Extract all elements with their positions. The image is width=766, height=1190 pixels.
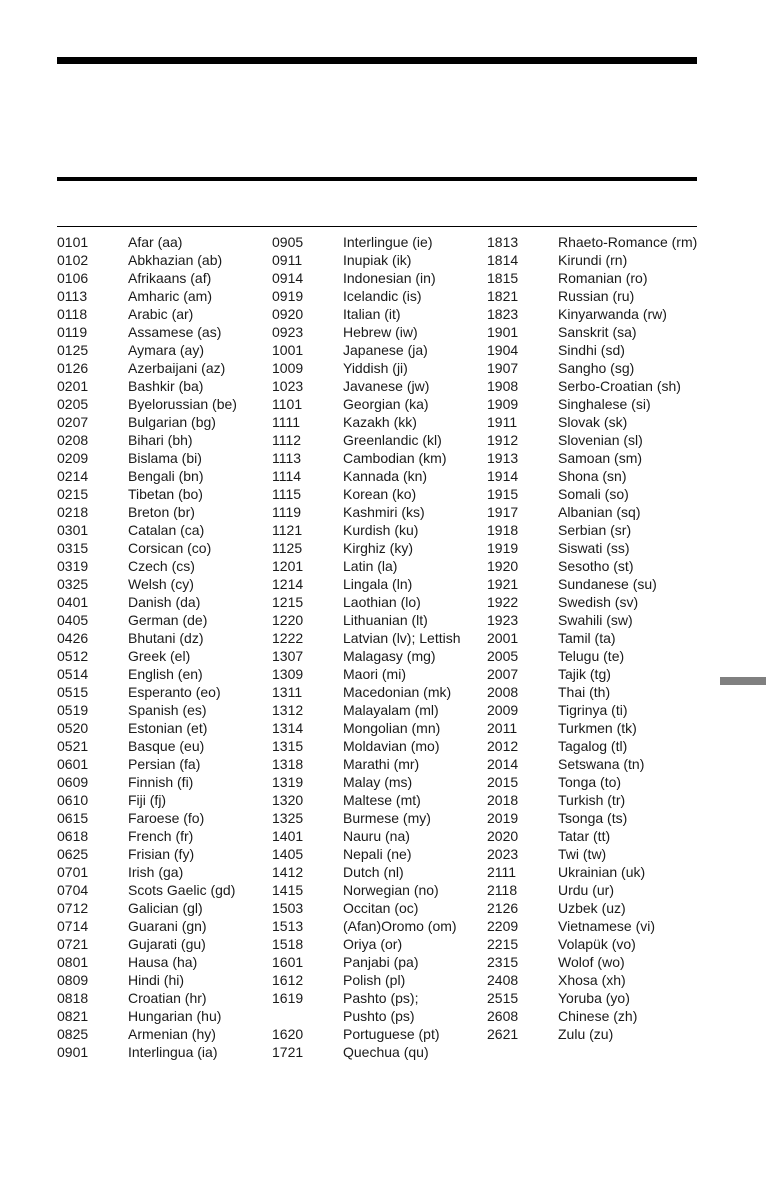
- language-code: 2005: [487, 648, 519, 664]
- language-name: Byelorussian (be): [128, 396, 237, 412]
- language-code: 1220: [272, 612, 304, 628]
- language-code: 0315: [57, 540, 89, 556]
- language-name: Interlingue (ie): [343, 234, 433, 250]
- language-name: Corsican (co): [128, 540, 212, 556]
- language-code: 0809: [57, 972, 89, 988]
- language-code: 2012: [487, 738, 519, 754]
- language-code: 1503: [272, 900, 304, 916]
- language-code: 1001: [272, 342, 304, 358]
- language-name: Singhalese (si): [558, 396, 651, 412]
- language-code: 1612: [272, 972, 304, 988]
- language-code: 0514: [57, 666, 89, 682]
- language-code: 2315: [487, 954, 519, 970]
- language-code: 1415: [272, 882, 304, 898]
- language-name: Telugu (te): [558, 648, 625, 664]
- language-code: 1922: [487, 594, 519, 610]
- language-name: Hebrew (iw): [343, 324, 418, 340]
- language-code: 2126: [487, 900, 519, 916]
- language-code: 0519: [57, 702, 89, 718]
- language-name: Scots Gaelic (gd): [128, 882, 236, 898]
- language-code: 1112: [272, 432, 302, 448]
- language-code: 0712: [57, 900, 89, 916]
- language-name: Vietnamese (vi): [558, 918, 656, 934]
- language-name: Greek (el): [128, 648, 191, 664]
- language-code: 2111: [487, 864, 517, 880]
- language-code: 2408: [487, 972, 519, 988]
- language-name: Persian (fa): [128, 756, 201, 772]
- language-name: Sindhi (sd): [558, 342, 625, 358]
- language-name: Turkmen (tk): [558, 720, 637, 736]
- language-code: 0618: [57, 828, 89, 844]
- language-code: 0901: [57, 1044, 89, 1060]
- language-code: 0615: [57, 810, 89, 826]
- language-code: 0205: [57, 396, 89, 412]
- top-rule: [57, 57, 697, 64]
- language-code: 0215: [57, 486, 89, 502]
- language-code: 1911: [487, 414, 518, 430]
- language-code: 1111: [272, 414, 301, 430]
- language-name: Hindi (hi): [128, 972, 185, 988]
- language-code: 1115: [272, 486, 302, 502]
- language-name: Bulgarian (bg): [128, 414, 216, 430]
- language-code: 1320: [272, 792, 304, 808]
- language-name: Tibetan (bo): [128, 486, 203, 502]
- language-name: Lithuanian (lt): [343, 612, 428, 628]
- language-name: Kinyarwanda (rw): [558, 306, 667, 322]
- language-name: German (de): [128, 612, 208, 628]
- language-code: 0126: [57, 360, 89, 376]
- language-name: Polish (pl): [343, 972, 406, 988]
- language-name: Latin (la): [343, 558, 398, 574]
- language-name: Siswati (ss): [558, 540, 630, 556]
- language-code: 1821: [487, 288, 519, 304]
- language-name: Slovenian (sl): [558, 432, 643, 448]
- language-name: Kirundi (rn): [558, 252, 628, 268]
- language-name: Somali (so): [558, 486, 629, 502]
- language-name: Dutch (nl): [343, 864, 404, 880]
- language-code: 1901: [487, 324, 519, 340]
- language-name: Bhutani (dz): [128, 630, 204, 646]
- header-rule: [57, 177, 697, 181]
- language-code: 1125: [272, 540, 303, 556]
- language-name: Tajik (tg): [558, 666, 611, 682]
- language-code: 1311: [272, 684, 303, 700]
- language-code: 0609: [57, 774, 89, 790]
- language-code: 1620: [272, 1026, 304, 1042]
- language-code: 0512: [57, 648, 89, 664]
- language-code: 0515: [57, 684, 89, 700]
- language-code: 2515: [487, 990, 519, 1006]
- language-name: Italian (it): [343, 306, 401, 322]
- language-code: 1513: [272, 918, 304, 934]
- language-code: 0209: [57, 450, 89, 466]
- language-name: Aymara (ay): [128, 342, 204, 358]
- language-code: 0825: [57, 1026, 89, 1042]
- language-name: Bislama (bi): [128, 450, 202, 466]
- language-name: Tonga (to): [558, 774, 622, 790]
- language-code: 2023: [487, 846, 519, 862]
- language-name: Afrikaans (af): [128, 270, 212, 286]
- language-name: Laothian (lo): [343, 594, 421, 610]
- language-code: 2015: [487, 774, 519, 790]
- language-code: 1307: [272, 648, 304, 664]
- language-code: 2007: [487, 666, 519, 682]
- language-name: Bengali (bn): [128, 468, 204, 484]
- language-code: 1914: [487, 468, 519, 484]
- language-name: Portuguese (pt): [343, 1026, 440, 1042]
- language-code: 1214: [272, 576, 304, 592]
- language-code: 1401: [272, 828, 304, 844]
- language-name: Setswana (tn): [558, 756, 645, 772]
- language-code: 1721: [272, 1044, 304, 1060]
- language-name: Cambodian (km): [343, 450, 447, 466]
- language-code: 1909: [487, 396, 519, 412]
- language-code: 2215: [487, 936, 519, 952]
- language-name: Yiddish (ji): [343, 360, 408, 376]
- language-name: Croatian (hr): [128, 990, 207, 1006]
- language-name: Turkish (tr): [558, 792, 626, 808]
- language-name: Panjabi (pa): [343, 954, 419, 970]
- language-code: 0914: [272, 270, 304, 286]
- language-name: Guarani (gn): [128, 918, 207, 934]
- language-code: 0801: [57, 954, 89, 970]
- language-name: Faroese (fo): [128, 810, 205, 826]
- language-code: 1319: [272, 774, 304, 790]
- language-name: Lingala (ln): [343, 576, 413, 592]
- language-name: Maori (mi): [343, 666, 406, 682]
- language-name: Abkhazian (ab): [128, 252, 223, 268]
- language-name: Inupiak (ik): [343, 252, 412, 268]
- language-name: Bihari (bh): [128, 432, 193, 448]
- language-code: 0401: [57, 594, 89, 610]
- language-name: Tamil (ta): [558, 630, 616, 646]
- language-code: 2009: [487, 702, 519, 718]
- language-code: 1908: [487, 378, 519, 394]
- language-code: 0113: [57, 288, 88, 304]
- language-code: 2019: [487, 810, 519, 826]
- language-code: 1915: [487, 486, 519, 502]
- language-code: 1918: [487, 522, 519, 538]
- language-code: 0704: [57, 882, 89, 898]
- language-name: Catalan (ca): [128, 522, 205, 538]
- language-code: 1815: [487, 270, 519, 286]
- language-code: 0201: [57, 378, 89, 394]
- language-code: 1412: [272, 864, 304, 880]
- language-name: Malayalam (ml): [343, 702, 439, 718]
- language-name: Irish (ga): [128, 864, 184, 880]
- language-name: Fiji (fj): [128, 792, 167, 808]
- language-code: 1315: [272, 738, 304, 754]
- language-name: Urdu (ur): [558, 882, 615, 898]
- language-name: Xhosa (xh): [558, 972, 626, 988]
- language-code: 1314: [272, 720, 304, 736]
- language-name: Tsonga (ts): [558, 810, 628, 826]
- language-code: 1518: [272, 936, 304, 952]
- language-code: 0106: [57, 270, 89, 286]
- language-code: 0919: [272, 288, 304, 304]
- language-code: 0714: [57, 918, 89, 934]
- language-name: Kirghiz (ky): [343, 540, 414, 556]
- language-name: Thai (th): [558, 684, 611, 700]
- language-code: 2018: [487, 792, 519, 808]
- language-code: 1907: [487, 360, 519, 376]
- language-code: 1619: [272, 990, 304, 1006]
- language-code: 1913: [487, 450, 519, 466]
- language-code: 0821: [57, 1008, 89, 1024]
- language-code: 0102: [57, 252, 89, 268]
- language-code: 1318: [272, 756, 304, 772]
- language-code: 1920: [487, 558, 519, 574]
- language-code: 2209: [487, 918, 519, 934]
- language-name: Armenian (hy): [128, 1026, 216, 1042]
- language-name: Galician (gl): [128, 900, 203, 916]
- language-name: Yoruba (yo): [558, 990, 630, 1006]
- language-code: 0325: [57, 576, 89, 592]
- language-name: Esperanto (eo): [128, 684, 221, 700]
- language-name: Albanian (sq): [558, 504, 641, 520]
- language-name: Occitan (oc): [343, 900, 419, 916]
- language-name: Latvian (lv); Lettish: [343, 630, 461, 646]
- language-name: Indonesian (in): [343, 270, 436, 286]
- language-name: Nepali (ne): [343, 846, 412, 862]
- language-name: Ukrainian (uk): [558, 864, 646, 880]
- language-name: Swedish (sv): [558, 594, 639, 610]
- language-name: Romanian (ro): [558, 270, 648, 286]
- language-name: Slovak (sk): [558, 414, 628, 430]
- language-name: Sanskrit (sa): [558, 324, 637, 340]
- language-name: Maltese (mt): [343, 792, 421, 808]
- language-name: Hausa (ha): [128, 954, 198, 970]
- language-name: Spanish (es): [128, 702, 207, 718]
- language-code: 1121: [272, 522, 303, 538]
- language-name: Javanese (jw): [343, 378, 430, 394]
- language-name: Interlingua (ia): [128, 1044, 218, 1060]
- language-code: 1814: [487, 252, 519, 268]
- language-name: Amharic (am): [128, 288, 213, 304]
- language-code: 2008: [487, 684, 519, 700]
- language-name: Twi (tw): [558, 846, 607, 862]
- language-name: Korean (ko): [343, 486, 417, 502]
- language-code: 0923: [272, 324, 304, 340]
- language-name: Breton (br): [128, 504, 195, 520]
- language-code: 2118: [487, 882, 518, 898]
- language-code: 1921: [487, 576, 519, 592]
- language-name: Sesotho (st): [558, 558, 634, 574]
- language-name: Czech (cs): [128, 558, 195, 574]
- language-name: Georgian (ka): [343, 396, 429, 412]
- language-code: 0118: [57, 306, 88, 322]
- language-code: 0911: [272, 252, 303, 268]
- language-code: 0426: [57, 630, 89, 646]
- language-code: 2621: [487, 1026, 519, 1042]
- language-code: 0521: [57, 738, 89, 754]
- language-code: 1023: [272, 378, 304, 394]
- language-name: Kurdish (ku): [343, 522, 419, 538]
- language-name: (Afan)Oromo (om): [343, 918, 457, 934]
- language-code: 1201: [272, 558, 304, 574]
- language-name: English (en): [128, 666, 203, 682]
- language-code: 1917: [487, 504, 519, 520]
- language-code: 1215: [272, 594, 304, 610]
- language-name: Greenlandic (kl): [343, 432, 442, 448]
- language-name: Samoan (sm): [558, 450, 643, 466]
- language-name: Frisian (fy): [128, 846, 195, 862]
- language-code: 0625: [57, 846, 89, 862]
- language-name: Welsh (cy): [128, 576, 194, 592]
- language-code: 1912: [487, 432, 519, 448]
- language-name: Oriya (or): [343, 936, 403, 952]
- language-name: Tagalog (tl): [558, 738, 628, 754]
- language-name: Burmese (my): [343, 810, 431, 826]
- table-top-rule: [57, 226, 697, 227]
- language-name: Estonian (et): [128, 720, 208, 736]
- language-name: Bashkir (ba): [128, 378, 204, 394]
- language-code: 0405: [57, 612, 89, 628]
- language-code: 1222: [272, 630, 304, 646]
- language-code: 2001: [487, 630, 519, 646]
- language-code: 1904: [487, 342, 519, 358]
- language-code: 1919: [487, 540, 519, 556]
- language-name: Zulu (zu): [558, 1026, 614, 1042]
- language-name: Serbo-Croatian (sh): [558, 378, 681, 394]
- language-name: Russian (ru): [558, 288, 635, 304]
- language-code: 0101: [57, 234, 89, 250]
- language-name: Hungarian (hu): [128, 1008, 222, 1024]
- language-name: Tatar (tt): [558, 828, 611, 844]
- language-code: 0218: [57, 504, 89, 520]
- language-name: Uzbek (uz): [558, 900, 626, 916]
- section-tab-marker: [720, 677, 766, 685]
- language-code: 1813: [487, 234, 519, 250]
- language-code: 1325: [272, 810, 304, 826]
- language-code: 1405: [272, 846, 304, 862]
- language-code: 0207: [57, 414, 89, 430]
- language-code: 1119: [272, 504, 302, 520]
- language-code: 1101: [272, 396, 303, 412]
- language-name: Rhaeto-Romance (rm): [558, 234, 698, 250]
- language-name: Malay (ms): [343, 774, 413, 790]
- language-name: Arabic (ar): [128, 306, 194, 322]
- language-name: Malagasy (mg): [343, 648, 436, 664]
- language-name: Kazakh (kk): [343, 414, 417, 430]
- language-name: Gujarati (gu): [128, 936, 206, 952]
- language-name: Nauru (na): [343, 828, 410, 844]
- language-name: Afar (aa): [128, 234, 183, 250]
- language-name: Kannada (kn): [343, 468, 428, 484]
- language-name: Pushto (ps): [343, 1008, 415, 1024]
- language-name: Moldavian (mo): [343, 738, 440, 754]
- language-code: 1309: [272, 666, 304, 682]
- language-code: 0301: [57, 522, 89, 538]
- language-name: Swahili (sw): [558, 612, 633, 628]
- language-name: Volapük (vo): [558, 936, 636, 952]
- language-code: 0610: [57, 792, 89, 808]
- language-name: Assamese (as): [128, 324, 222, 340]
- language-name: Basque (eu): [128, 738, 205, 754]
- language-code: 0905: [272, 234, 304, 250]
- language-name: Macedonian (mk): [343, 684, 452, 700]
- language-code: 0214: [57, 468, 89, 484]
- language-code: 0818: [57, 990, 89, 1006]
- language-code: 0319: [57, 558, 89, 574]
- language-name: Kashmiri (ks): [343, 504, 425, 520]
- language-code: 2011: [487, 720, 518, 736]
- language-code: 0119: [57, 324, 88, 340]
- language-code: 1114: [272, 468, 302, 484]
- language-code: 0721: [57, 936, 89, 952]
- language-name: Azerbaijani (az): [128, 360, 226, 376]
- language-name: Finnish (fi): [128, 774, 194, 790]
- language-code: 0920: [272, 306, 304, 322]
- language-name: Norwegian (no): [343, 882, 439, 898]
- language-code: 1113: [272, 450, 302, 466]
- language-name: Serbian (sr): [558, 522, 632, 538]
- language-name: Sundanese (su): [558, 576, 657, 592]
- language-name: Icelandic (is): [343, 288, 422, 304]
- language-name: Pashto (ps);: [343, 990, 419, 1006]
- language-name: Marathi (mr): [343, 756, 420, 772]
- language-code: 1312: [272, 702, 304, 718]
- language-code: 1009: [272, 360, 304, 376]
- language-name: Chinese (zh): [558, 1008, 638, 1024]
- language-name: Wolof (wo): [558, 954, 625, 970]
- language-code: 0601: [57, 756, 89, 772]
- language-code: 2014: [487, 756, 519, 772]
- language-code: 2020: [487, 828, 519, 844]
- language-name: Danish (da): [128, 594, 201, 610]
- language-code: 1923: [487, 612, 519, 628]
- language-code: 0520: [57, 720, 89, 736]
- language-name: Shona (sn): [558, 468, 627, 484]
- language-code: 1823: [487, 306, 519, 322]
- language-name: French (fr): [128, 828, 194, 844]
- language-code: 1601: [272, 954, 304, 970]
- language-name: Japanese (ja): [343, 342, 428, 358]
- language-code: 0701: [57, 864, 89, 880]
- language-name: Sangho (sg): [558, 360, 635, 376]
- language-code: 2608: [487, 1008, 519, 1024]
- language-name: Tigrinya (ti): [558, 702, 628, 718]
- language-code: 0208: [57, 432, 89, 448]
- language-name: Quechua (qu): [343, 1044, 429, 1060]
- language-code: 0125: [57, 342, 89, 358]
- language-name: Mongolian (mn): [343, 720, 441, 736]
